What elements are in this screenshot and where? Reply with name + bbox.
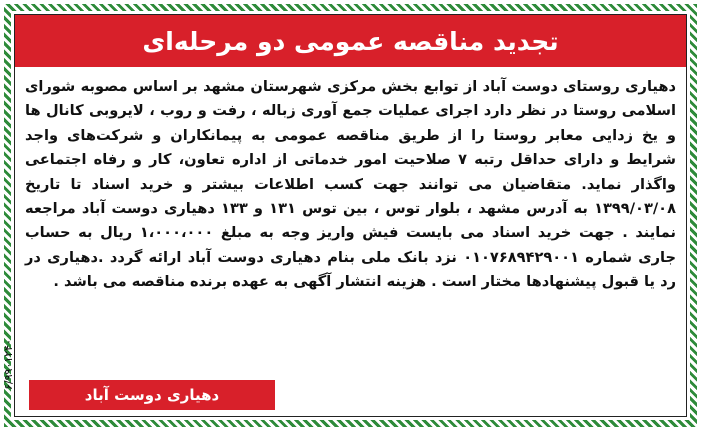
signature-text: دهیاری دوست آباد [84,386,220,404]
signature-banner [29,380,275,410]
reference-code-text: ۶/۹۹۰۱۲۴۰ [1,338,15,390]
notice-box [14,14,687,417]
notice-title: تجدید مناقصه عمومی دو مرحله‌ای [142,26,559,56]
notice-body-paragraph: دهیاری روستای دوست آباد از توابع بخش مرکزی شهرستان مشهد بر اساس مصوبه شورای اسلامی روستا در نظر دارد اجرای عملیات جمع آوری زباله ، رفت و روب ، لایروبی کانال ها و یخ زدایی معابر روستا را از طریق مناقصه عمومی به پیمانکاران و شرکت‌های واجد شرایط و دارای حداقل رتبه ۷ صلاحیت امور خدماتی از اداره تعاون، کار و رفاه اجتماعی واگذار نماید. متقاضیان می توانند جهت کسب اطلاعات بیشتر و خرید اسناد تا تاریخ ۱۳۹۹/۰۳/۰۸ به آدرس مشهد ، بلوار توس ، بین توس ۱۳۱ و ۱۳۳ دهیاری دوست آباد مراجعه نمایند . جهت خرید اسناد می بایست فیش واریز وجه به مبلغ ۱،۰۰۰،۰۰۰ ریال به حساب جاری شماره ۰۱۰۷۶۸۹۴۲۹۰۰۱ نزد بانک ملی بنام دهیاری دوست آباد ارائه گردد .دهیاری در رد یا قبول پیشنهادها مختار است . هزینه انتشار آگهی به عهده برنده مناقصه می باشد . [25,78,676,291]
title-banner [15,15,686,67]
notice-body [25,75,676,295]
reference-code [1,314,15,414]
